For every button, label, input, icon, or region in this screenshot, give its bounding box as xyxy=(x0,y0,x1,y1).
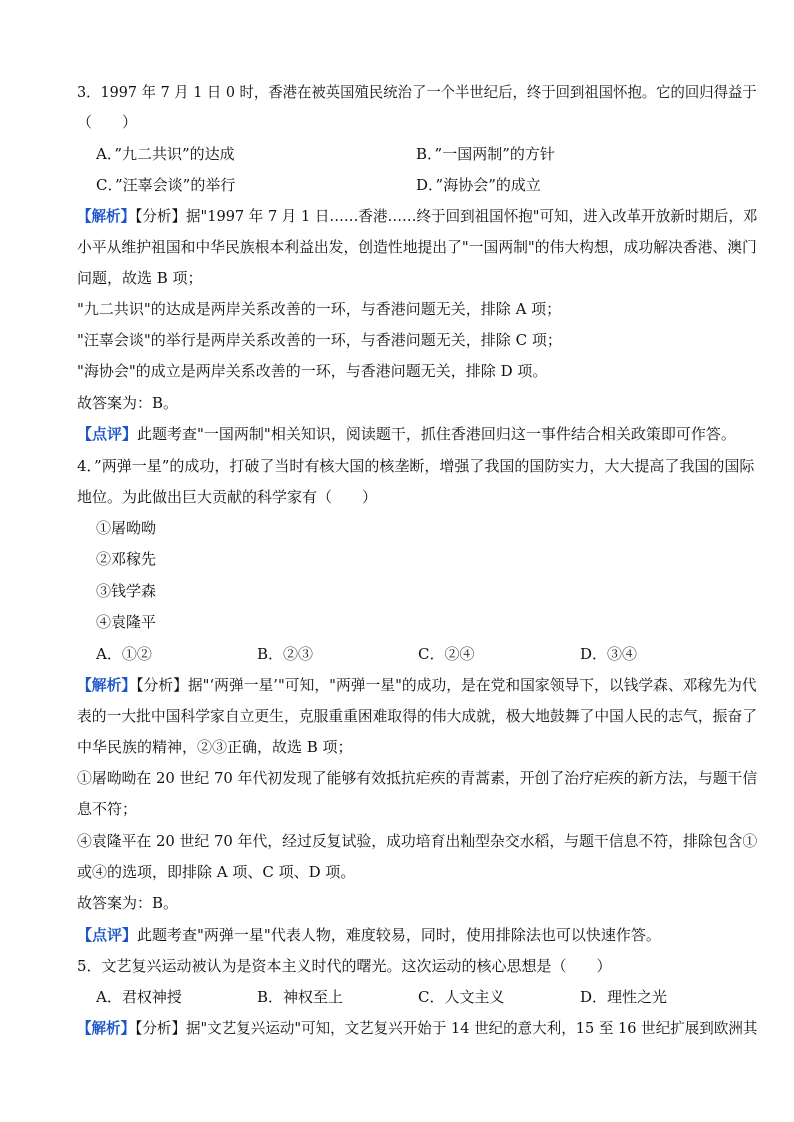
q4-option-b: B．②③ xyxy=(257,645,314,663)
q4-stem-line-1: 4．”两弹一星”的成功，打破了当时有核大国的核垄断，增强了我国的国防实力，大大提高了我国的国际 xyxy=(77,457,755,475)
q3-analysis-line-5: "汪辜会谈"的举行是两岸关系改善的一环，与香港问题无关，排除 C 项； xyxy=(77,331,562,349)
q4-item-4: ④袁隆平 xyxy=(96,613,157,631)
q4-analysis-line-4: ①屠呦呦在 20 世纪 70 年代初发现了能够有效抵抗疟疾的青蒿素，开创了治疗疟疾的新方法，与题干信 xyxy=(77,769,758,787)
q3-stem-line-2: （ ） xyxy=(77,113,138,131)
q3-option-d: D．”海协会”的成立 xyxy=(416,176,541,194)
q5-option-a: A．君权神授 xyxy=(96,988,182,1006)
q3-comment-line xyxy=(77,423,757,445)
q3-analysis-line-4: "九二共识"的达成是两岸关系改善的一环，与香港问题无关，排除 A 项； xyxy=(77,300,562,318)
q4-analysis-line-6: ④袁隆平在 20 世纪 70 年代，经过反复试验，成功培育出籼型杂交水稻，与题干信息不符，排除包含① xyxy=(77,832,758,850)
q4-stem-line-2: 地位。为此做出巨大贡献的科学家有（ ） xyxy=(77,488,378,506)
q3-analysis-line-6: "海协会"的成立是两岸关系改善的一环，与香港问题无关，排除 D 项。 xyxy=(77,362,548,380)
q5-analysis-tag: 【解析】 xyxy=(77,1019,136,1037)
q4-item-2: ②邓稼先 xyxy=(96,550,157,568)
q3-answer: 故答案为：B。 xyxy=(77,394,179,412)
q3-option-a: A．”九二共识”的达成 xyxy=(96,145,235,163)
q4-analysis-line-5: 息不符； xyxy=(77,800,138,818)
q5-stem-line-1: 5．文艺复兴运动被认为是资本主义时代的曙光。这次运动的核心思想是（ ） xyxy=(77,957,612,975)
q3-comment-text: 此题考查"一国两制"相关知识，阅读题干，抓住香港回归这一事件结合相关政策即可作答。 xyxy=(137,425,736,443)
q4-analysis-line-2: 表的一大批中国科学家自立更生，克服重重困难取得的伟大成就，极大地鼓舞了中国人民的志气，振奋了 xyxy=(77,707,758,725)
q5-analysis-text-1: 【分析】据"文艺复兴运动"可知，文艺复兴开始于 14 世纪的意大利，15 至 16 世纪扩展到欧洲其 xyxy=(135,1019,758,1037)
q4-comment-line xyxy=(77,924,757,946)
q4-option-d: D．③④ xyxy=(580,645,638,663)
q5-option-d: D．理性之光 xyxy=(580,988,668,1006)
q5-analysis-line-1 xyxy=(77,1017,758,1039)
q3-analysis-line-1 xyxy=(77,205,758,227)
q3-analysis-line-2: 小平从维护祖国和中华民族根本利益出发，创造性地提出了"一国两制"的伟大构想，成功解决香港、澳门 xyxy=(77,238,757,256)
q4-item-1: ①屠呦呦 xyxy=(96,519,157,537)
q4-analysis-line-7: 或④的选项，即排除 A 项、C 项、D 项。 xyxy=(77,863,356,881)
q3-comment-tag: 【点评】 xyxy=(77,425,138,443)
q5-option-b: B．神权至上 xyxy=(257,988,344,1006)
q4-analysis-line-1 xyxy=(77,674,757,696)
q3-analysis-line-3: 问题，故选 B 项； xyxy=(77,269,203,287)
q3-analysis-tag: 【解析】 xyxy=(77,207,136,225)
q4-analysis-tag: 【解析】 xyxy=(77,676,137,694)
q4-option-c: C．②④ xyxy=(418,645,475,663)
q3-analysis-text-1: 【分析】据"1997 年 7 月 1 日……香港……终于回到祖国怀抱"可知，进入改革开放新时期后，邓 xyxy=(135,207,758,225)
q3-option-b: B．”一国两制”的方针 xyxy=(416,145,555,163)
q4-comment-text: 此题考查"两弹一星"代表人物，难度较易，同时，使用排除法也可以快速作答。 xyxy=(137,926,661,944)
q4-comment-tag: 【点评】 xyxy=(77,926,138,944)
q3-stem-line-1: 3．1997 年 7 月 1 日 0 时，香港在被英国殖民统治了一个半世纪后，终于回到祖国怀抱。它的回归得益于 xyxy=(77,83,757,101)
q3-option-c: C．”汪辜会谈”的举行 xyxy=(96,176,236,194)
q5-option-c: C．人文主义 xyxy=(418,988,505,1006)
q4-answer: 故答案为：B。 xyxy=(77,894,179,912)
q4-option-a: A．①② xyxy=(96,645,152,663)
q4-item-3: ③钱学森 xyxy=(96,582,157,600)
q4-analysis-line-3: 中华民族的精神，②③正确，故选 B 项； xyxy=(77,738,353,756)
q4-analysis-text-1: 【分析】据"‘两弹一星’"可知，"两弹一星"的成功，是在党和国家领导下，以钱学森、邓稼先为代 xyxy=(136,676,757,694)
